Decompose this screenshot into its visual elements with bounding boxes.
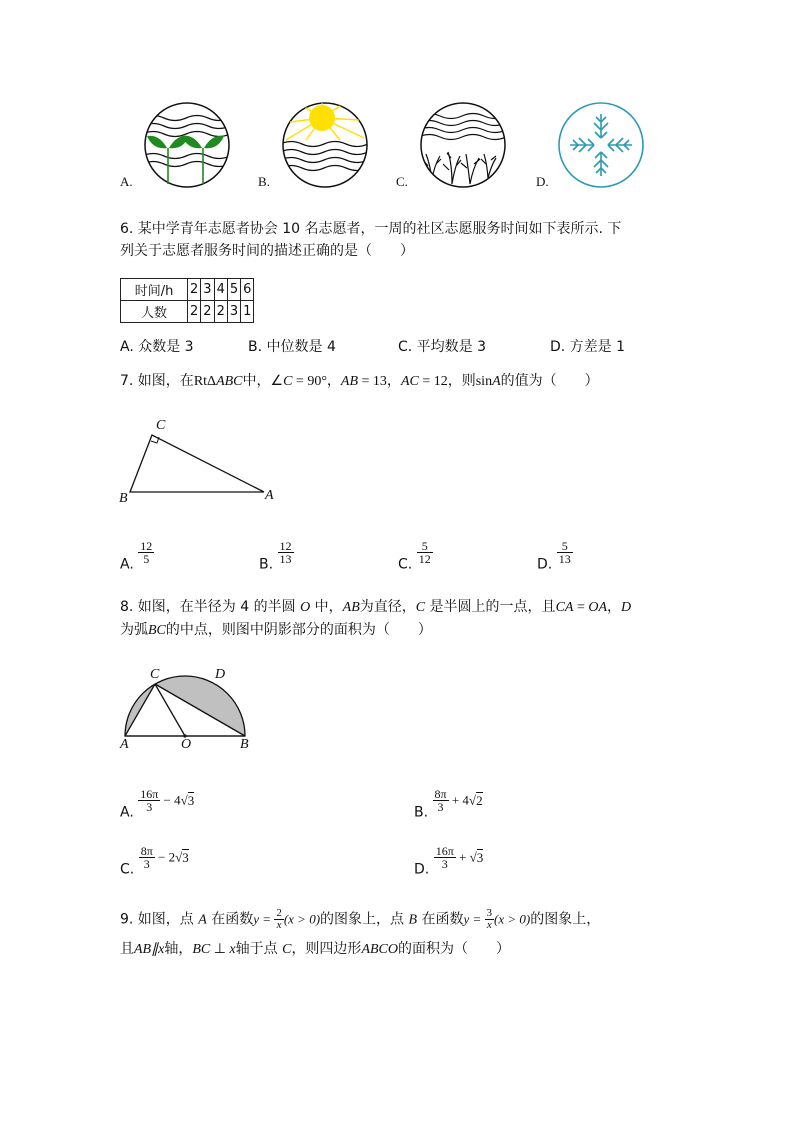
sqrt: √2 [468,792,483,808]
q8-label-c: C [150,667,160,682]
q8-stem [120,596,631,642]
q9-var-c: C [282,941,292,957]
option-letter: B. [259,556,274,573]
q9-abco: ABCO [361,941,398,957]
option-b-letter: B. [258,174,270,189]
q8-semicircle-figure [115,666,260,744]
q7-option-c [398,540,433,573]
q7-eq90: = 90°， [292,374,341,389]
numerator: 2 [276,907,282,919]
q9-stem-line2 [120,938,600,961]
q8-var-o: O [300,600,311,615]
q9-var-a: A [198,912,207,928]
sqrt: √3 [180,792,195,808]
denominator: 3 [441,857,448,871]
q8-ab: AB [342,600,360,615]
q7-triangle-sym: Δ [207,374,217,389]
q8-bc: BC [148,623,166,638]
table-cell: 2 [188,279,201,301]
radicand: 2 [476,792,483,808]
q9-var-x: x [229,941,236,957]
q6-option-d: D. 方差是 1 [550,339,626,355]
q9-text: 的图象上， [530,911,601,928]
denominator: 3 [143,857,150,871]
q6-option-a: A. 众数是 3 [120,339,194,355]
expr-rest: + [455,849,470,865]
q9-func1-fraction [274,908,284,931]
q9-text: 轴， [164,940,193,957]
radicand: 3 [187,792,195,808]
q8-eq: = [573,600,589,615]
q6-option-c: C. 平均数是 3 [398,339,487,355]
table-cell: 2 [201,301,214,323]
option-letter: C. [398,556,413,573]
q8-stem-line1 [120,596,631,619]
sqrt: √3 [469,849,484,865]
table-cell: 2 [188,301,201,323]
q6-stem-line1: 6. 某中学青年志愿者协会 10 名志愿者，一周的社区志愿服务时间如下表所示. 下 [120,221,622,237]
q7-label-a: A [265,488,274,503]
q9-var-b: B [408,912,418,928]
fraction [278,540,294,565]
option-letter: B. [414,804,429,821]
option-letter: D. [537,556,553,573]
table-cell: 6 [241,279,254,301]
q7-label-c: C [156,418,166,433]
q7-option-a [120,540,154,573]
numerator: 8π [434,787,447,801]
option-letter: A. [120,804,134,821]
q7-option-b [259,540,294,573]
q9-text: 轴于点 [235,940,283,957]
table-cell: 3 [201,279,214,301]
q7-eq12: = 12，则 [418,374,476,389]
q7-stem-text: 7. 如图，在 [120,373,194,389]
sun-icon [280,100,370,190]
fraction [138,540,154,565]
q7-option-d [537,540,573,573]
numerator: 5 [557,540,573,553]
option-letter: C. [120,861,135,878]
fraction [557,540,573,565]
table-cell: 1 [241,301,254,323]
fraction [417,540,433,565]
q7-rt: Rt [193,374,208,389]
q8-text: 为弧 [120,622,148,638]
q8-text: 中， [310,599,343,615]
q9-func1-lhs: y = [253,911,275,927]
denominator: 13 [558,552,571,566]
q7-ab: AB [340,374,359,389]
expr-rest: − 4 [160,792,181,808]
q9-stem [120,908,600,961]
q7-angle-sym: ∠ [270,374,284,389]
option-c-letter: C. [396,174,408,189]
table-cell: 5 [227,279,240,301]
denominator: 13 [279,552,292,566]
table-row [121,279,254,301]
denominator: 12 [418,552,431,566]
denominator: 3 [146,800,153,814]
q7-eq13: = 13， [358,374,401,389]
q8-option-c [120,845,189,878]
q9-text: ，则四边形 [291,940,362,957]
q9-perp: ⊥ [210,941,230,957]
numerator: 16π [435,844,454,858]
numerator: 8π [140,844,153,858]
q8-label-d: D [215,667,226,682]
expr-rest: − 2 [154,849,176,865]
q6-stem-line2: 列关于志愿者服务时间的描述正确的是（ ） [120,243,414,259]
q9-text: 在函数 [206,911,254,928]
numerator: 5 [417,540,433,553]
q8-var-d: D [621,600,632,615]
q9-func1-condition: (x > 0) [283,911,321,927]
q9-bc: BC [192,941,211,957]
q9-text: 的面积为（ ） [398,940,510,957]
fraction [433,788,449,813]
q7-var-a: A [492,374,501,389]
fraction [139,845,155,870]
q9-text: 9. 如图，点 [120,911,199,928]
numerator: 3 [486,907,493,919]
q9-func2-fraction [485,908,495,931]
sqrt: √3 [175,849,189,865]
q8-text: ， [607,599,622,615]
q8-option-b [414,788,483,821]
sprout-icon [142,100,232,190]
q9-text: 的图象上，点 [320,911,409,928]
q9-text: 在函数 [417,911,464,928]
denominator: 3 [437,800,444,814]
grass-icon [418,100,508,190]
table-cell: 2 [214,301,227,323]
q7-stem-text: 中， [242,373,271,389]
denominator: x [276,919,282,931]
fraction [434,845,456,870]
denominator: x [486,919,492,931]
q7-triangle-figure [112,415,287,510]
q7-stem [120,370,599,393]
option-d-letter: D. [536,174,549,189]
q8-label-o: O [181,737,192,752]
denominator: 5 [143,552,150,566]
q8-ca: CA [555,600,574,615]
option-letter: D. [414,861,430,878]
q6-table [120,278,254,323]
q9-func2-condition: (x > 0) [494,911,531,927]
table-cell: 3 [227,301,240,323]
q8-text: 是半圆上的一点，且 [425,599,556,615]
q9-ab-parallel-x: AB∥x [134,941,165,957]
q7-ac: AC [400,374,419,389]
q8-label-a: A [120,737,129,752]
q6-stem [120,218,690,262]
numerator: 12 [279,539,292,553]
numerator: 12 [140,539,153,553]
q9-func2-lhs: y = [463,911,485,927]
q7-var-c: C [283,374,293,389]
q7-abc: ABC [216,374,243,389]
q8-var-c: C [415,600,426,615]
radicand: 3 [182,849,189,865]
q8-text: 的中点，则图中阴影部分的面积为（ ） [165,622,432,638]
q7-stem-text: 的值为（ ） [500,373,599,389]
option-a-letter: A. [120,174,133,189]
snowflake-icon [556,100,646,190]
q9-stem-line1 [120,908,600,932]
q8-label-b: B [240,737,249,752]
table-row [121,301,254,323]
q8-option-a [120,788,194,821]
q6-option-b: B. 中位数是 4 [248,339,336,355]
expr-rest: + 4 [448,792,469,808]
q7-label-b: B [119,491,128,506]
radicand: 3 [476,849,484,865]
fraction [138,788,160,813]
table-header-time: 时间/h [121,279,188,301]
q8-text: 8. 如图，在半径为 4 的半圆 [120,599,301,615]
q8-option-d [414,845,483,878]
q8-text: 为直径， [359,599,416,615]
numerator: 16π [140,787,159,801]
q7-sin: sin [475,374,493,389]
q8-oa: OA [588,600,608,615]
q9-text: 且 [120,940,134,957]
table-cell: 4 [214,279,227,301]
q8-stem-line2 [120,619,631,642]
table-header-count: 人数 [121,301,188,323]
option-letter: A. [120,556,134,573]
